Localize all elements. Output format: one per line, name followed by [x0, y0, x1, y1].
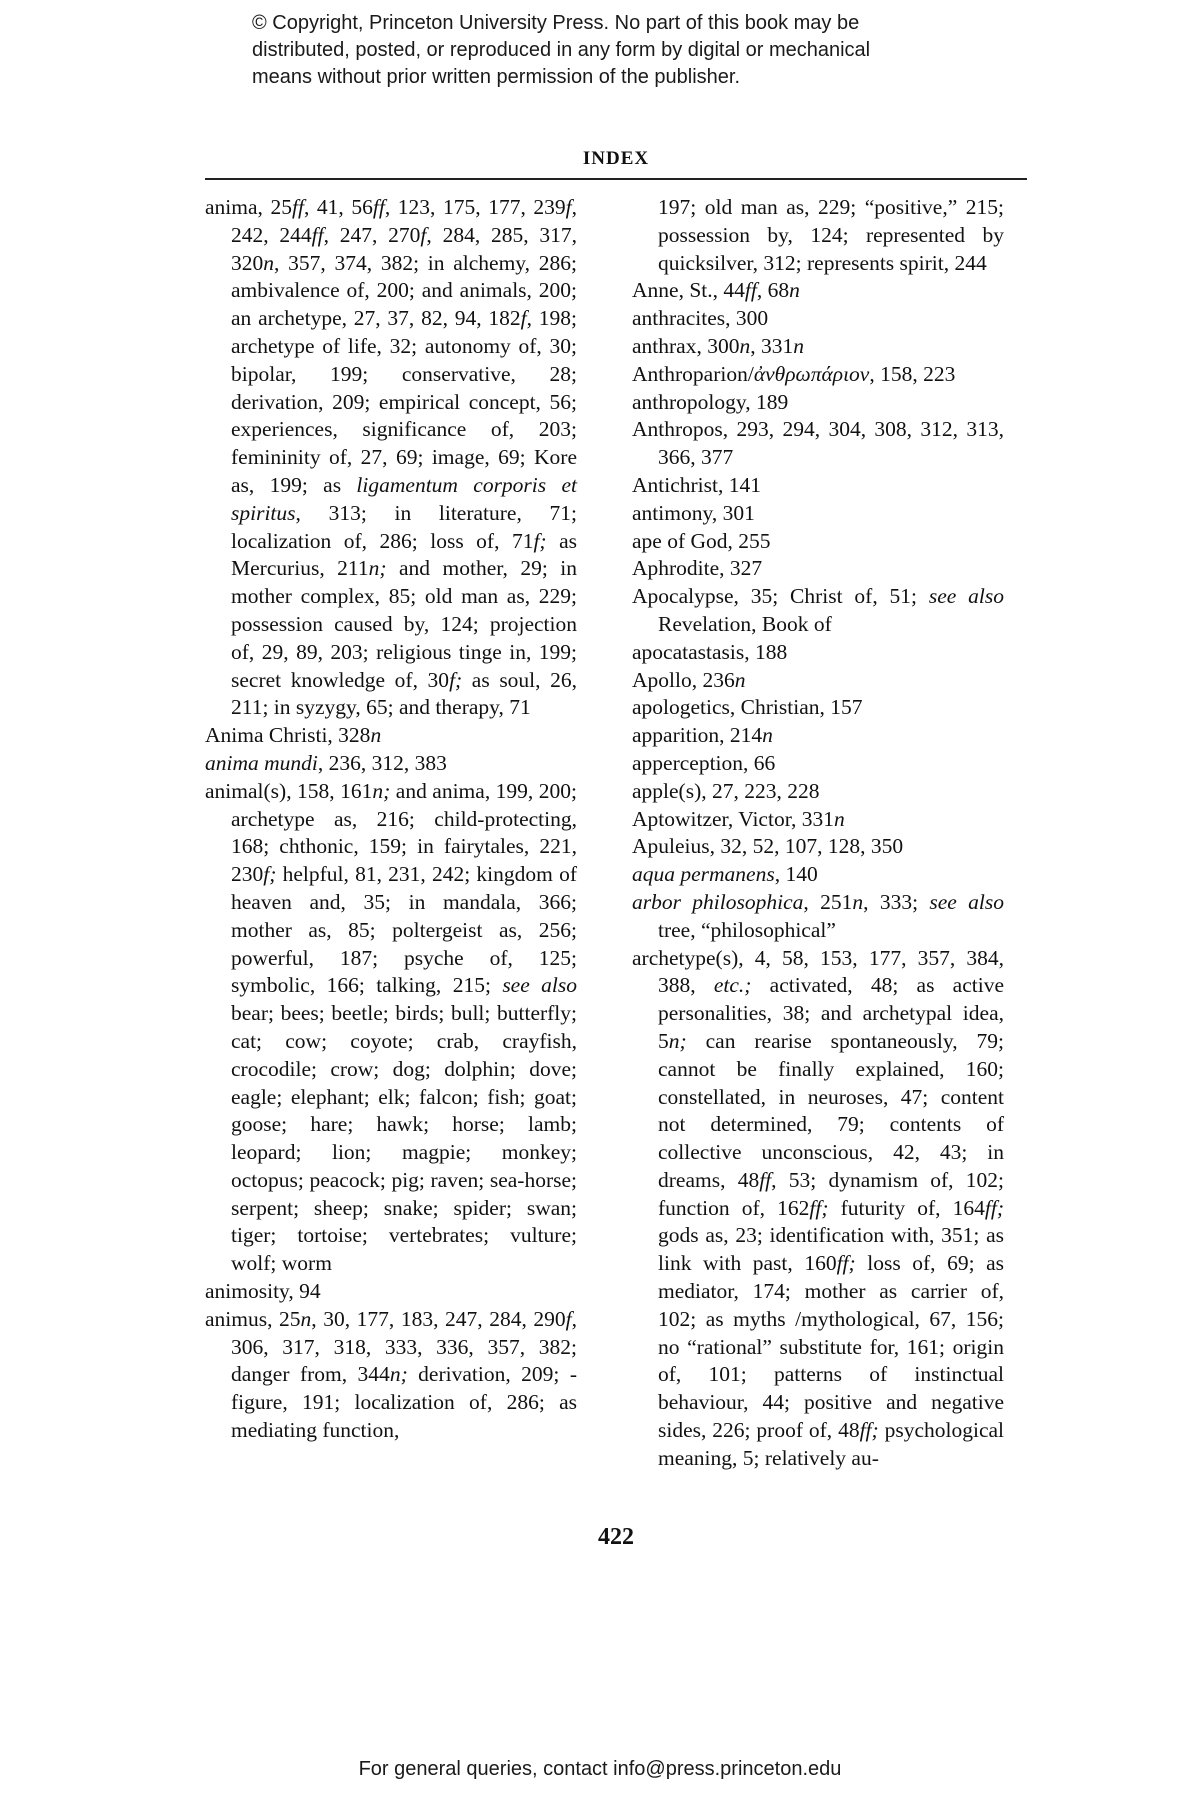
index-entry-text: 197; old man as, 229; “positive,” 215; possession by, 124; represented by quicksilver, 312; represents spirit, 244: [658, 195, 1004, 275]
copyright-line: means without prior written permission of the publisher.: [252, 66, 741, 88]
index-entry-text: n;: [372, 778, 391, 803]
index-entry-text: n: [739, 333, 751, 358]
index-entry-text: as Mercurius, 211: [231, 528, 577, 581]
index-entry-text: n;: [668, 1028, 687, 1053]
index-entry-text: , 306, 317, 318, 333, 336, 357, 382; danger from, 344: [231, 1306, 578, 1387]
index-entry-text: , 140: [774, 862, 818, 887]
index-entry-text: aqua permanens: [632, 862, 775, 887]
index-entry: [205, 778, 577, 1278]
index-entry-text: loss of, 69; as mediator, 174; mother as carrier of, 102; as myths /mythological, 67, 156; no “rational” substitute for, 161; origin of, 101; patterns of instinctual behaviour, 44; positive and negative sides, 226; proof of, 48: [658, 1251, 1004, 1443]
index-entry-text: derivation, 209; -figure, 191; localization of, 286; as mediating function,: [231, 1362, 577, 1443]
index-entry-text: Anne, St., 44: [632, 278, 745, 303]
index-entry-text: animosity, 94: [205, 1279, 321, 1304]
index-entry-text: ff;: [836, 1251, 856, 1276]
index-entry-text: ligamentum corporis et spiritus: [231, 472, 577, 525]
index-entry-text: , 251: [803, 889, 853, 914]
index-entry-text: Apollo, 236: [632, 667, 735, 692]
index-entry-text: ff;: [859, 1418, 879, 1443]
index-entry-text: ff;: [984, 1195, 1005, 1220]
index-entry: [632, 305, 1004, 333]
page-number: 422: [598, 1524, 634, 1550]
index-entry-text: ἀνθρωπάριον: [753, 361, 870, 386]
index-entry-text: anthrax, 300: [632, 333, 740, 358]
index-entry: [632, 583, 1004, 639]
index-entry: [632, 361, 1004, 389]
index-entry-text: Apuleius, 32, 52, 107, 128, 350: [632, 834, 904, 859]
index-entry: [205, 1278, 577, 1306]
header-rule: [205, 178, 1027, 180]
index-entry-text: , 41, 56: [303, 195, 373, 219]
index-entry-text: Apocalypse, 35; Christ of, 51;: [632, 584, 929, 609]
index-entry-text: and anima, 199, 200; archetype as, 216; child-protecting, 168; chthonic, 159; in fairytales, 221, 230: [231, 778, 577, 887]
index-entry-text: f: [565, 195, 572, 219]
index-entry-text: ff: [744, 278, 757, 303]
index-entry-text: Antichrist, 141: [632, 472, 761, 497]
index-entry: [632, 500, 1004, 528]
index-entry-text: apple(s), 27, 223, 228: [632, 778, 820, 803]
index-entry-text: , 236, 312, 383: [317, 750, 447, 775]
index-entry-text: and mother, 29; in mother complex, 85; old man as, 229; possession caused by, 124; projection of, 29, 89, 203; religious tinge in, 199; secret knowledge of, 30: [231, 556, 577, 692]
index-entry-text: ape of God, 255: [632, 528, 771, 553]
index-entry: [632, 555, 1004, 583]
index-entry-text: n: [263, 250, 274, 275]
index-entry-text: , 333;: [863, 889, 930, 914]
index-entry-text: anima mundi: [205, 750, 318, 775]
index-entry-text: n: [300, 1306, 312, 1331]
index-entry: [632, 861, 1004, 889]
index-entry: [205, 194, 577, 722]
index-entry-text: n: [852, 889, 864, 914]
index-entry: [632, 778, 1004, 806]
index-entry-text: n;: [368, 556, 387, 581]
index-entry-text: gods as, 23; identification with, 351; as link with past, 160: [658, 1223, 1004, 1276]
index-entry-text: anima, 25: [205, 195, 292, 219]
index-entry-text: ff: [311, 222, 324, 247]
index-entry-text: , 357, 374, 382; in alchemy, 286; ambivalence of, 200; and animals, 200; an archetype, 27, 37, 82, 94, 182: [231, 250, 577, 331]
index-entry-text: futurity of, 164: [828, 1195, 985, 1220]
index-entry: [632, 806, 1004, 834]
index-entry-text: n: [793, 333, 804, 358]
index-entry-text: n: [762, 723, 773, 748]
index-entry-text: , 53; dynamism of, 102; function of, 162: [658, 1167, 1005, 1220]
index-entry-text: Revelation, Book of: [658, 611, 832, 636]
index-column-left: [205, 194, 577, 1445]
index-entry-text: see also: [929, 889, 1004, 914]
index-entry: [632, 722, 1004, 750]
index-entry-text: ff;: [809, 1195, 829, 1220]
copyright-line: distributed, posted, or reproduced in any form by digital or mechanical: [252, 39, 871, 61]
index-entry-text: , 313; in literature, 71; localization of, 286; loss of, 71: [231, 500, 577, 553]
index-entry-text: as soul, 26, 211; in syzygy, 65; and therapy, 71: [231, 667, 578, 720]
index-entry: [632, 667, 1004, 695]
index-entry-text: f;: [449, 667, 463, 692]
index-entry-text: Anthropos, 293, 294, 304, 308, 312, 313, 366, 377: [632, 417, 1004, 470]
index-entry-text: n: [734, 667, 746, 692]
index-entry: [632, 472, 1004, 500]
index-entry-text: animal(s), 158, 161: [205, 778, 373, 803]
index-entry: [632, 277, 1004, 305]
index-entry-text: bear; bees; beetle; birds; bull; butterfly; cat; cow; coyote; crab, crayfish, crocodile; crow; dog; dolphin; dove; eagle; elephant; elk; falcon; fish; goat; goose; hare; hawk; horse; lamb; leopard; lion; magpie; monkey; octopus; peacock; pig; raven; sea-horse; serpent; sheep; snake; spider; swan; tiger; tortoise; vertebrates; vulture; wolf; worm: [231, 1001, 577, 1276]
index-column-right: [632, 194, 1004, 1473]
index-entry-text: n: [789, 278, 800, 303]
index-entry-text: f;: [533, 528, 547, 553]
footer-contact: For general queries, contact info@press.princeton.edu: [358, 1758, 842, 1780]
index-entry-text: , 123, 175, 177, 239: [384, 195, 566, 219]
index-entry-text: , 284, 285, 317, 320: [231, 222, 577, 275]
index-entry: [632, 833, 1004, 861]
index-entry-text: psychological meaning, 5; relatively au-: [658, 1418, 1005, 1470]
index-entry-text: apologetics, Christian, 157: [632, 695, 863, 720]
index-entry: [632, 945, 1004, 1473]
index-entry-text: arbor philosophica: [632, 889, 804, 914]
index-entry: [632, 416, 1004, 472]
index-entry-text: archetype(s), 4, 58, 153, 177, 357, 384, 388,: [632, 945, 1004, 998]
index-entry-text: apperception, 66: [632, 750, 776, 775]
index-entry: [205, 1306, 577, 1445]
index-entry-text: anthropology, 189: [632, 389, 789, 414]
index-entry: [632, 389, 1004, 417]
index-entry-text: apparition, 214: [632, 723, 763, 748]
index-entry-text: can rearise spontaneously, 79; cannot be finally explained, 160; constellated, in neuroses, 47; content not determined, 79; contents of collective unconscious, 42, 43; in dreams, 48: [658, 1028, 1004, 1192]
copyright-line: © Copyright, Princeton University Press. No part of this book may be: [252, 12, 860, 34]
index-entry-text: f;: [263, 862, 277, 887]
index-entry-text: anthracites, 300: [632, 306, 769, 331]
index-entry-text: helpful, 81, 231, 242; kingdom of heaven and, 35; in mandala, 366; mother as, 85; poltergeist as, 256; powerful, 187; psyche of, 125; symbolic, 166; talking, 215;: [231, 862, 577, 998]
index-entry-text: etc.;: [713, 973, 752, 998]
index-entry-text: , 68: [756, 278, 790, 303]
copyright-notice: [252, 10, 1012, 91]
index-entry-text: , 158, 223: [869, 361, 956, 386]
index-entry-text: ff: [372, 195, 385, 219]
index-entry-text: apocatastasis, 188: [632, 639, 788, 664]
index-entry-text: Anthroparion/: [632, 361, 754, 386]
index-entry: [632, 528, 1004, 556]
index-entry: [632, 333, 1004, 361]
index-entry-text: tree, “philosophical”: [658, 917, 836, 942]
index-entry-text: animus, 25: [205, 1306, 301, 1331]
index-entry-text: ff: [292, 195, 304, 219]
index-entry-text: activated, 48; as active personalities, 38; and archetypal idea, 5: [658, 973, 1004, 1053]
index-entry-text: see also: [928, 584, 1004, 609]
index-entry-text: , 198; archetype of life, 32; autonomy of, 30; bipolar, 199; conservative, 28; derivation, 209; empirical concept, 56; experiences, significance of, 203; femininity of, 27, 69; image, 69; Kore as, 199; as: [231, 306, 577, 497]
index-entry: [632, 194, 1004, 277]
index-entry-text: Aptowitzer, Victor, 331: [632, 806, 834, 831]
index-entry-text: , 30, 177, 183, 247, 284, 290: [311, 1306, 566, 1331]
index-entry: [205, 750, 577, 778]
index-entry-text: ff: [759, 1167, 772, 1192]
index-entry: [632, 889, 1004, 945]
index-entry-text: n: [370, 723, 382, 748]
index-entry: [632, 694, 1004, 722]
index-entry-text: antimony, 301: [632, 500, 755, 525]
index-entry-text: , 242, 244: [231, 195, 578, 247]
index-entry-text: , 247, 270: [323, 222, 421, 247]
index-entry-text: n: [834, 806, 845, 831]
index-entry-text: see also: [502, 973, 577, 998]
index-entry-text: f: [520, 306, 527, 331]
index-entry: [632, 750, 1004, 778]
index-entry-text: Anima Christi, 328: [205, 723, 371, 748]
index-entry-text: n;: [389, 1362, 408, 1387]
running-head: INDEX: [582, 148, 650, 169]
index-entry-text: f: [565, 1306, 572, 1331]
index-entry-text: Aphrodite, 327: [632, 556, 763, 581]
index-entry-text: , 331: [750, 333, 794, 358]
index-entry-text: f: [420, 222, 427, 247]
index-entry: [205, 722, 577, 750]
index-entry: [632, 639, 1004, 667]
